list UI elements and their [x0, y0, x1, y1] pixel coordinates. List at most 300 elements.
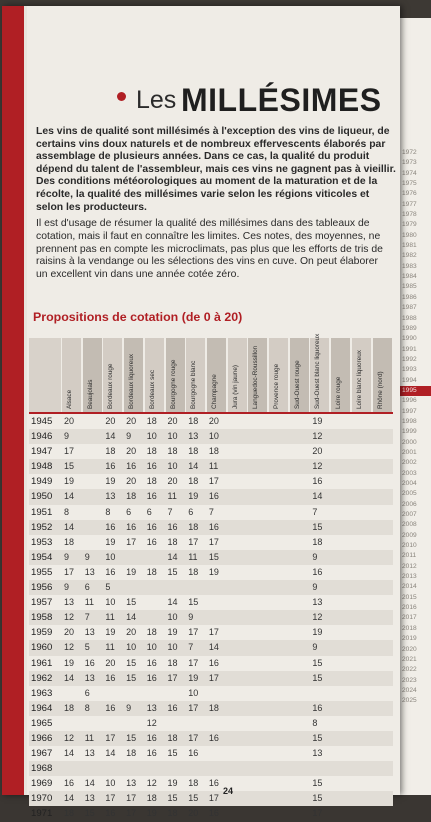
table-cell: 9 — [312, 642, 318, 653]
table-cell: 14 — [312, 491, 323, 502]
table-cell: 6 — [84, 687, 90, 698]
table-row — [29, 610, 393, 625]
table-cell: 14 — [64, 793, 75, 804]
table-cell: 19 — [105, 536, 116, 547]
table-cell: 15 — [126, 732, 137, 743]
side-year-tab: 2016 — [399, 603, 431, 613]
table-row — [29, 429, 393, 444]
table-cell: 14 — [64, 748, 75, 759]
side-year-tab: 1972 — [399, 148, 431, 158]
table-cell: 20 — [167, 476, 178, 487]
table-cell: 10 — [188, 687, 199, 698]
table-cell: 19 — [312, 627, 323, 638]
side-year-tab: 2020 — [399, 645, 431, 655]
table-cell: 17 — [208, 476, 219, 487]
table-cell: 14 — [126, 612, 137, 623]
table-cell: 15 — [126, 657, 137, 668]
table-cell: 20 — [126, 416, 137, 426]
row-year: 1950 — [31, 491, 53, 503]
side-year-tab: 2002 — [399, 458, 431, 468]
table-cell: 19 — [105, 476, 116, 487]
table-cell: 19 — [167, 778, 178, 789]
table-cell: 17 — [64, 446, 75, 457]
row-year: 1965 — [31, 717, 53, 729]
table-cell: 16 — [146, 491, 157, 502]
row-year: 1962 — [31, 672, 53, 684]
table-row — [29, 550, 393, 565]
side-year-tab: 1977 — [399, 200, 431, 210]
table-row — [29, 625, 393, 640]
table-cell: 16 — [208, 657, 219, 668]
table-cell: 11 — [105, 642, 115, 653]
table-row — [29, 489, 393, 504]
table-row — [29, 474, 393, 489]
table-cell: 7 — [208, 506, 214, 517]
column-header-label: Bordeaux rouge — [107, 363, 115, 409]
column-header — [268, 338, 288, 412]
table-cell: 17 — [188, 627, 199, 638]
table-cell: 20 — [105, 657, 116, 668]
side-year-tab: 2005 — [399, 489, 431, 499]
table-cell: 14 — [64, 672, 75, 683]
table-row — [29, 791, 393, 806]
side-year-tab: 2011 — [399, 551, 431, 561]
table-cell: 8 — [105, 506, 111, 517]
table-cell: 17 — [188, 536, 199, 547]
title-bullet-icon — [117, 92, 126, 101]
column-header — [227, 338, 247, 412]
column-header-label: Loire rouge — [335, 376, 343, 409]
column-header-label: Bourgogne rouge — [169, 359, 177, 409]
side-year-tab: 1998 — [399, 417, 431, 427]
table-cell: 15 — [312, 778, 323, 789]
title-main: MILLÉSIMES — [181, 82, 382, 118]
table-cell: 6 — [84, 582, 90, 593]
table-cell: 18 — [167, 657, 178, 668]
side-year-tab: 2017 — [399, 613, 431, 623]
column-header — [165, 338, 185, 412]
table-cell: 19 — [64, 476, 75, 487]
table-cell: 11 — [105, 612, 115, 623]
page-number: 24 — [223, 786, 234, 796]
table-cell: 19 — [167, 627, 178, 638]
table-cell: 9 — [84, 551, 90, 562]
table-cell: 15 — [167, 793, 178, 804]
column-header — [289, 338, 309, 412]
column-header-label: Bourgogne blanc — [190, 360, 198, 409]
table-cell: 15 — [84, 808, 95, 819]
side-year-tab: 2022 — [399, 665, 431, 675]
table-row — [29, 444, 393, 459]
side-year-tab: 1991 — [399, 345, 431, 355]
side-year-tab: 1979 — [399, 220, 431, 230]
table-cell: 12 — [312, 431, 323, 442]
table-row — [29, 746, 393, 761]
table-cell: 20 — [167, 416, 178, 426]
column-header — [372, 338, 392, 412]
table-cell: 16 — [312, 476, 323, 487]
column-header-label: Jura (vin jaune) — [231, 364, 239, 409]
table-cell: 18 — [167, 536, 178, 547]
side-year-tab: 1990 — [399, 334, 431, 344]
table-cell: 13 — [64, 597, 75, 608]
table-cell: 15 — [188, 793, 199, 804]
table-row — [29, 716, 393, 731]
side-year-tab: 1973 — [399, 158, 431, 168]
side-year-tab: 1975 — [399, 179, 431, 189]
table-cell: 13 — [84, 793, 95, 804]
side-year-tab: 2014 — [399, 582, 431, 592]
table-row — [29, 806, 393, 821]
table-cell: 15 — [188, 597, 199, 608]
row-year: 1964 — [31, 702, 53, 714]
table-row — [29, 761, 393, 776]
table-cell: 8 — [84, 702, 90, 713]
side-year-tab: 2012 — [399, 562, 431, 572]
vintage-table — [29, 333, 393, 822]
table-cell: 18 — [312, 536, 323, 547]
row-year: 1963 — [31, 687, 53, 699]
table-cell: 15 — [312, 521, 323, 532]
row-year: 1954 — [31, 551, 53, 563]
table-cell: 18 — [146, 476, 157, 487]
table-cell: 8 — [64, 506, 70, 517]
side-year-tab: 2025 — [399, 696, 431, 706]
column-header-label: Bordeaux liquoreux — [128, 353, 136, 409]
table-cell: 20 — [64, 416, 75, 426]
table-row — [29, 671, 393, 686]
book-page — [2, 6, 400, 820]
side-year-tab: 2023 — [399, 676, 431, 686]
side-year-tab: 1989 — [399, 324, 431, 334]
column-header — [206, 338, 226, 412]
table-cell: 14 — [64, 491, 75, 502]
table-cell: 16 — [208, 521, 219, 532]
table-cell: 10 — [146, 642, 157, 653]
table-cell: 14 — [208, 642, 219, 653]
side-year-tab: 2004 — [399, 479, 431, 489]
row-year: 1955 — [31, 566, 53, 578]
table-row — [29, 580, 393, 595]
side-year-tab: 1988 — [399, 314, 431, 324]
side-year-tab: 2003 — [399, 469, 431, 479]
table-cell: 9 — [126, 431, 132, 442]
table-cell: 16 — [208, 491, 219, 502]
table-cell: 16 — [84, 657, 95, 668]
table-cell: 16 — [126, 521, 137, 532]
side-year-tab: 1996 — [399, 396, 431, 406]
table-cell: 13 — [84, 672, 95, 683]
row-year: 1958 — [31, 612, 53, 624]
table-cell: 18 — [105, 446, 116, 457]
table-cell: 16 — [105, 521, 116, 532]
side-year-tab: 2019 — [399, 634, 431, 644]
table-cell: 16 — [312, 702, 323, 713]
table-cell: 13 — [84, 566, 95, 577]
table-cell: 11 — [84, 597, 95, 608]
side-year-tab: 2009 — [399, 531, 431, 541]
table-cell: 9 — [188, 612, 194, 623]
table-cell: 18 — [208, 702, 219, 713]
table-cell: 11 — [208, 461, 219, 472]
side-year-tab: 2018 — [399, 624, 431, 634]
column-header-label: Languedoc-Roussillon — [252, 345, 260, 409]
table-cell: 17 — [208, 536, 219, 547]
table-cell: 16 — [167, 702, 178, 713]
row-year: 1966 — [31, 732, 53, 744]
table-cell: 17 — [105, 732, 116, 743]
side-year-tab: 1976 — [399, 189, 431, 199]
column-header — [102, 338, 122, 412]
table-cell: 6 — [146, 506, 152, 517]
table-cell: 11 — [188, 551, 198, 562]
table-cell: 10 — [167, 642, 178, 653]
column-header — [123, 338, 143, 412]
side-year-tab: 1997 — [399, 407, 431, 417]
table-cell: 19 — [146, 808, 157, 819]
table-cell: 14 — [105, 748, 116, 759]
side-year-tab: 2013 — [399, 572, 431, 582]
table-header — [29, 333, 393, 412]
table-cell: 12 — [312, 612, 323, 623]
row-year: 1953 — [31, 536, 53, 548]
red-margin-band — [2, 6, 24, 795]
table-cell: 16 — [208, 732, 219, 743]
table-cell: 10 — [167, 461, 178, 472]
table-cell: 18 — [208, 446, 219, 457]
table-cell: 15 — [126, 597, 137, 608]
table-row — [29, 459, 393, 474]
column-header — [309, 333, 329, 412]
intro-paragraph: Il est d'usage de résumer la qualité des millésimes dans des tableaux de cotation, mais il faut en connaître les limites. Ces notes, des moyennes, ne prennent pas en compte les microclimats, pas plus que les efforts de tris de raisins à la vendange ou les sélections des vins en cuve. On peut élaborer un excellent vin dans une année cotée zéro. — [36, 218, 383, 281]
table-cell: 18 — [167, 446, 178, 457]
side-year-tab: 2024 — [399, 686, 431, 696]
table-cell: 19 — [208, 566, 219, 577]
table-cell: 13 — [146, 702, 157, 713]
table-cell: 16 — [146, 536, 157, 547]
side-year-tabs — [399, 148, 431, 707]
table-cell: 10 — [167, 431, 178, 442]
table-row — [29, 701, 393, 716]
table-cell: 17 — [188, 657, 199, 668]
title-prefix: Les — [136, 86, 177, 114]
table-cell: 8 — [312, 717, 318, 728]
table-cell: 19 — [64, 657, 75, 668]
table-cell: 11 — [84, 732, 95, 743]
table-cell: 12 — [146, 778, 157, 789]
table-cell: 13 — [312, 597, 323, 608]
row-year: 1949 — [31, 476, 53, 488]
table-cell: 14 — [105, 431, 116, 442]
side-year-tab: 2010 — [399, 541, 431, 551]
table-cell: 16 — [146, 748, 157, 759]
row-year: 1952 — [31, 521, 53, 533]
table-cell: 16 — [146, 732, 157, 743]
table-cell: 15 — [312, 672, 323, 683]
table-cell: 13 — [126, 778, 137, 789]
row-year: 1969 — [31, 778, 53, 790]
table-cell: 10 — [105, 551, 116, 562]
side-year-tab: 2008 — [399, 520, 431, 530]
table-cell: 17 — [126, 536, 137, 547]
table-cell: 17 — [105, 793, 116, 804]
table-cell: 13 — [312, 748, 323, 759]
table-row — [29, 640, 393, 655]
table-cell: 9 — [312, 582, 318, 593]
table-cell: 18 — [64, 808, 75, 819]
table-cell: 18 — [188, 416, 199, 426]
table-cell: 7 — [167, 506, 173, 517]
column-header-label: Provence rouge — [273, 363, 280, 409]
table-cell: 16 — [146, 657, 157, 668]
table-cell: 17 — [167, 672, 178, 683]
table-cell: 17 — [188, 732, 199, 743]
table-cell: 13 — [188, 431, 199, 442]
table-cell: 18 — [146, 566, 157, 577]
column-header-label: Sud-Ouest rouge — [293, 360, 301, 409]
table-cell: 16 — [146, 672, 157, 683]
side-year-tab: 1983 — [399, 262, 431, 272]
table-cell: 18 — [126, 491, 137, 502]
side-year-tab: 2021 — [399, 655, 431, 665]
table-row — [29, 520, 393, 535]
side-year-tab: 1993 — [399, 365, 431, 375]
table-cell: 7 — [84, 612, 90, 623]
table-cell: 10 — [167, 612, 178, 623]
row-year: 1968 — [31, 763, 53, 775]
table-cell: 5 — [84, 642, 90, 653]
table-cell: 9 — [64, 551, 70, 562]
row-year: 1971 — [31, 808, 53, 820]
side-year-tab: 1978 — [399, 210, 431, 220]
table-cell: 6 — [126, 506, 132, 517]
table-cell: 14 — [84, 778, 95, 789]
table-cell: 14 — [188, 461, 199, 472]
table-row — [29, 731, 393, 746]
table-cell: 9 — [312, 551, 318, 562]
table-cell: 7 — [188, 642, 194, 653]
side-year-tab: 2000 — [399, 438, 431, 448]
table-row — [29, 595, 393, 610]
table-cell: 16 — [105, 808, 116, 819]
table-cell: 11 — [167, 491, 177, 502]
row-year: 1945 — [31, 416, 53, 427]
table-cell: 16 — [208, 778, 219, 789]
table-cell: 16 — [146, 461, 157, 472]
table-cell: 13 — [84, 748, 95, 759]
column-header — [185, 338, 205, 412]
table-cell: 19 — [188, 491, 199, 502]
row-year: 1959 — [31, 627, 53, 639]
table-cell: 10 — [105, 778, 116, 789]
table-cell: 15 — [312, 793, 323, 804]
table-cell: 12 — [312, 461, 323, 472]
table-cell: 19 — [312, 416, 323, 426]
table-cell: 15 — [208, 551, 219, 562]
table-cell: 17 — [126, 808, 137, 819]
table-cell: 17 — [208, 672, 219, 683]
table-cell: 18 — [188, 446, 199, 457]
table-cell: 5 — [105, 582, 111, 593]
side-year-tab: 1987 — [399, 303, 431, 313]
table-cell: 10 — [126, 642, 137, 653]
table-cell: 10 — [146, 431, 157, 442]
table-cell: 16 — [105, 566, 116, 577]
table-cell: 18 — [146, 446, 157, 457]
table-cell: 18 — [64, 536, 75, 547]
table-row — [29, 656, 393, 671]
table-cell: 16 — [64, 778, 75, 789]
column-header-label: Champagne — [210, 374, 218, 409]
column-header-label: Loire blanc liquoreux — [355, 350, 363, 409]
side-year-tab: 1986 — [399, 293, 431, 303]
table-cell: 16 — [105, 672, 116, 683]
table-cell: 20 — [126, 446, 137, 457]
table-cell: 15 — [167, 748, 178, 759]
table-body — [29, 414, 393, 822]
table-cell: 17 — [208, 793, 219, 804]
column-header-label: Beaujolais — [86, 379, 94, 409]
column-header — [247, 338, 267, 412]
table-cell: 18 — [188, 521, 199, 532]
table-cell: 16 — [105, 461, 116, 472]
row-year: 1967 — [31, 748, 53, 760]
table-cell: 20 — [105, 416, 116, 426]
table-row — [29, 535, 393, 550]
table-cell: 19 — [105, 627, 116, 638]
table-cell: 16 — [146, 521, 157, 532]
table-cell: 18 — [167, 732, 178, 743]
side-year-tab: 1994 — [399, 376, 431, 386]
table-cell: 14 — [64, 521, 75, 532]
table-cell: 18 — [167, 808, 178, 819]
table-cell: 20 — [126, 476, 137, 487]
header-year-cell — [29, 338, 61, 412]
table-row — [29, 776, 393, 791]
table-cell: 17 — [312, 808, 323, 819]
column-header — [330, 338, 350, 412]
side-year-tab: 1982 — [399, 251, 431, 261]
row-year: 1951 — [31, 506, 53, 518]
side-year-tab: 1999 — [399, 427, 431, 437]
table-cell: 13 — [105, 491, 116, 502]
table-cell: 12 — [146, 717, 157, 728]
table-cell: 19 — [188, 672, 199, 683]
table-cell: 14 — [167, 597, 178, 608]
table-cell: 20 — [64, 627, 75, 638]
table-cell: 18 — [188, 778, 199, 789]
table-cell: 18 — [146, 627, 157, 638]
table-cell: 20 — [188, 808, 199, 819]
row-year: 1947 — [31, 446, 53, 458]
table-cell: 12 — [64, 612, 75, 623]
row-year: 1946 — [31, 431, 53, 443]
table-cell: 9 — [64, 582, 70, 593]
table-cell: 15 — [126, 672, 137, 683]
column-header — [144, 338, 164, 412]
side-year-tab: 2001 — [399, 448, 431, 458]
table-cell: 17 — [208, 627, 219, 638]
row-year: 1948 — [31, 461, 53, 473]
table-cell: 20 — [126, 627, 137, 638]
table-cell: 7 — [312, 506, 318, 517]
row-year: 1961 — [31, 657, 53, 669]
table-cell: 9 — [64, 431, 70, 442]
side-year-tab: 1980 — [399, 231, 431, 241]
table-cell: 16 — [188, 748, 199, 759]
table-cell: 17 — [188, 702, 199, 713]
table-cell: 10 — [208, 431, 219, 442]
